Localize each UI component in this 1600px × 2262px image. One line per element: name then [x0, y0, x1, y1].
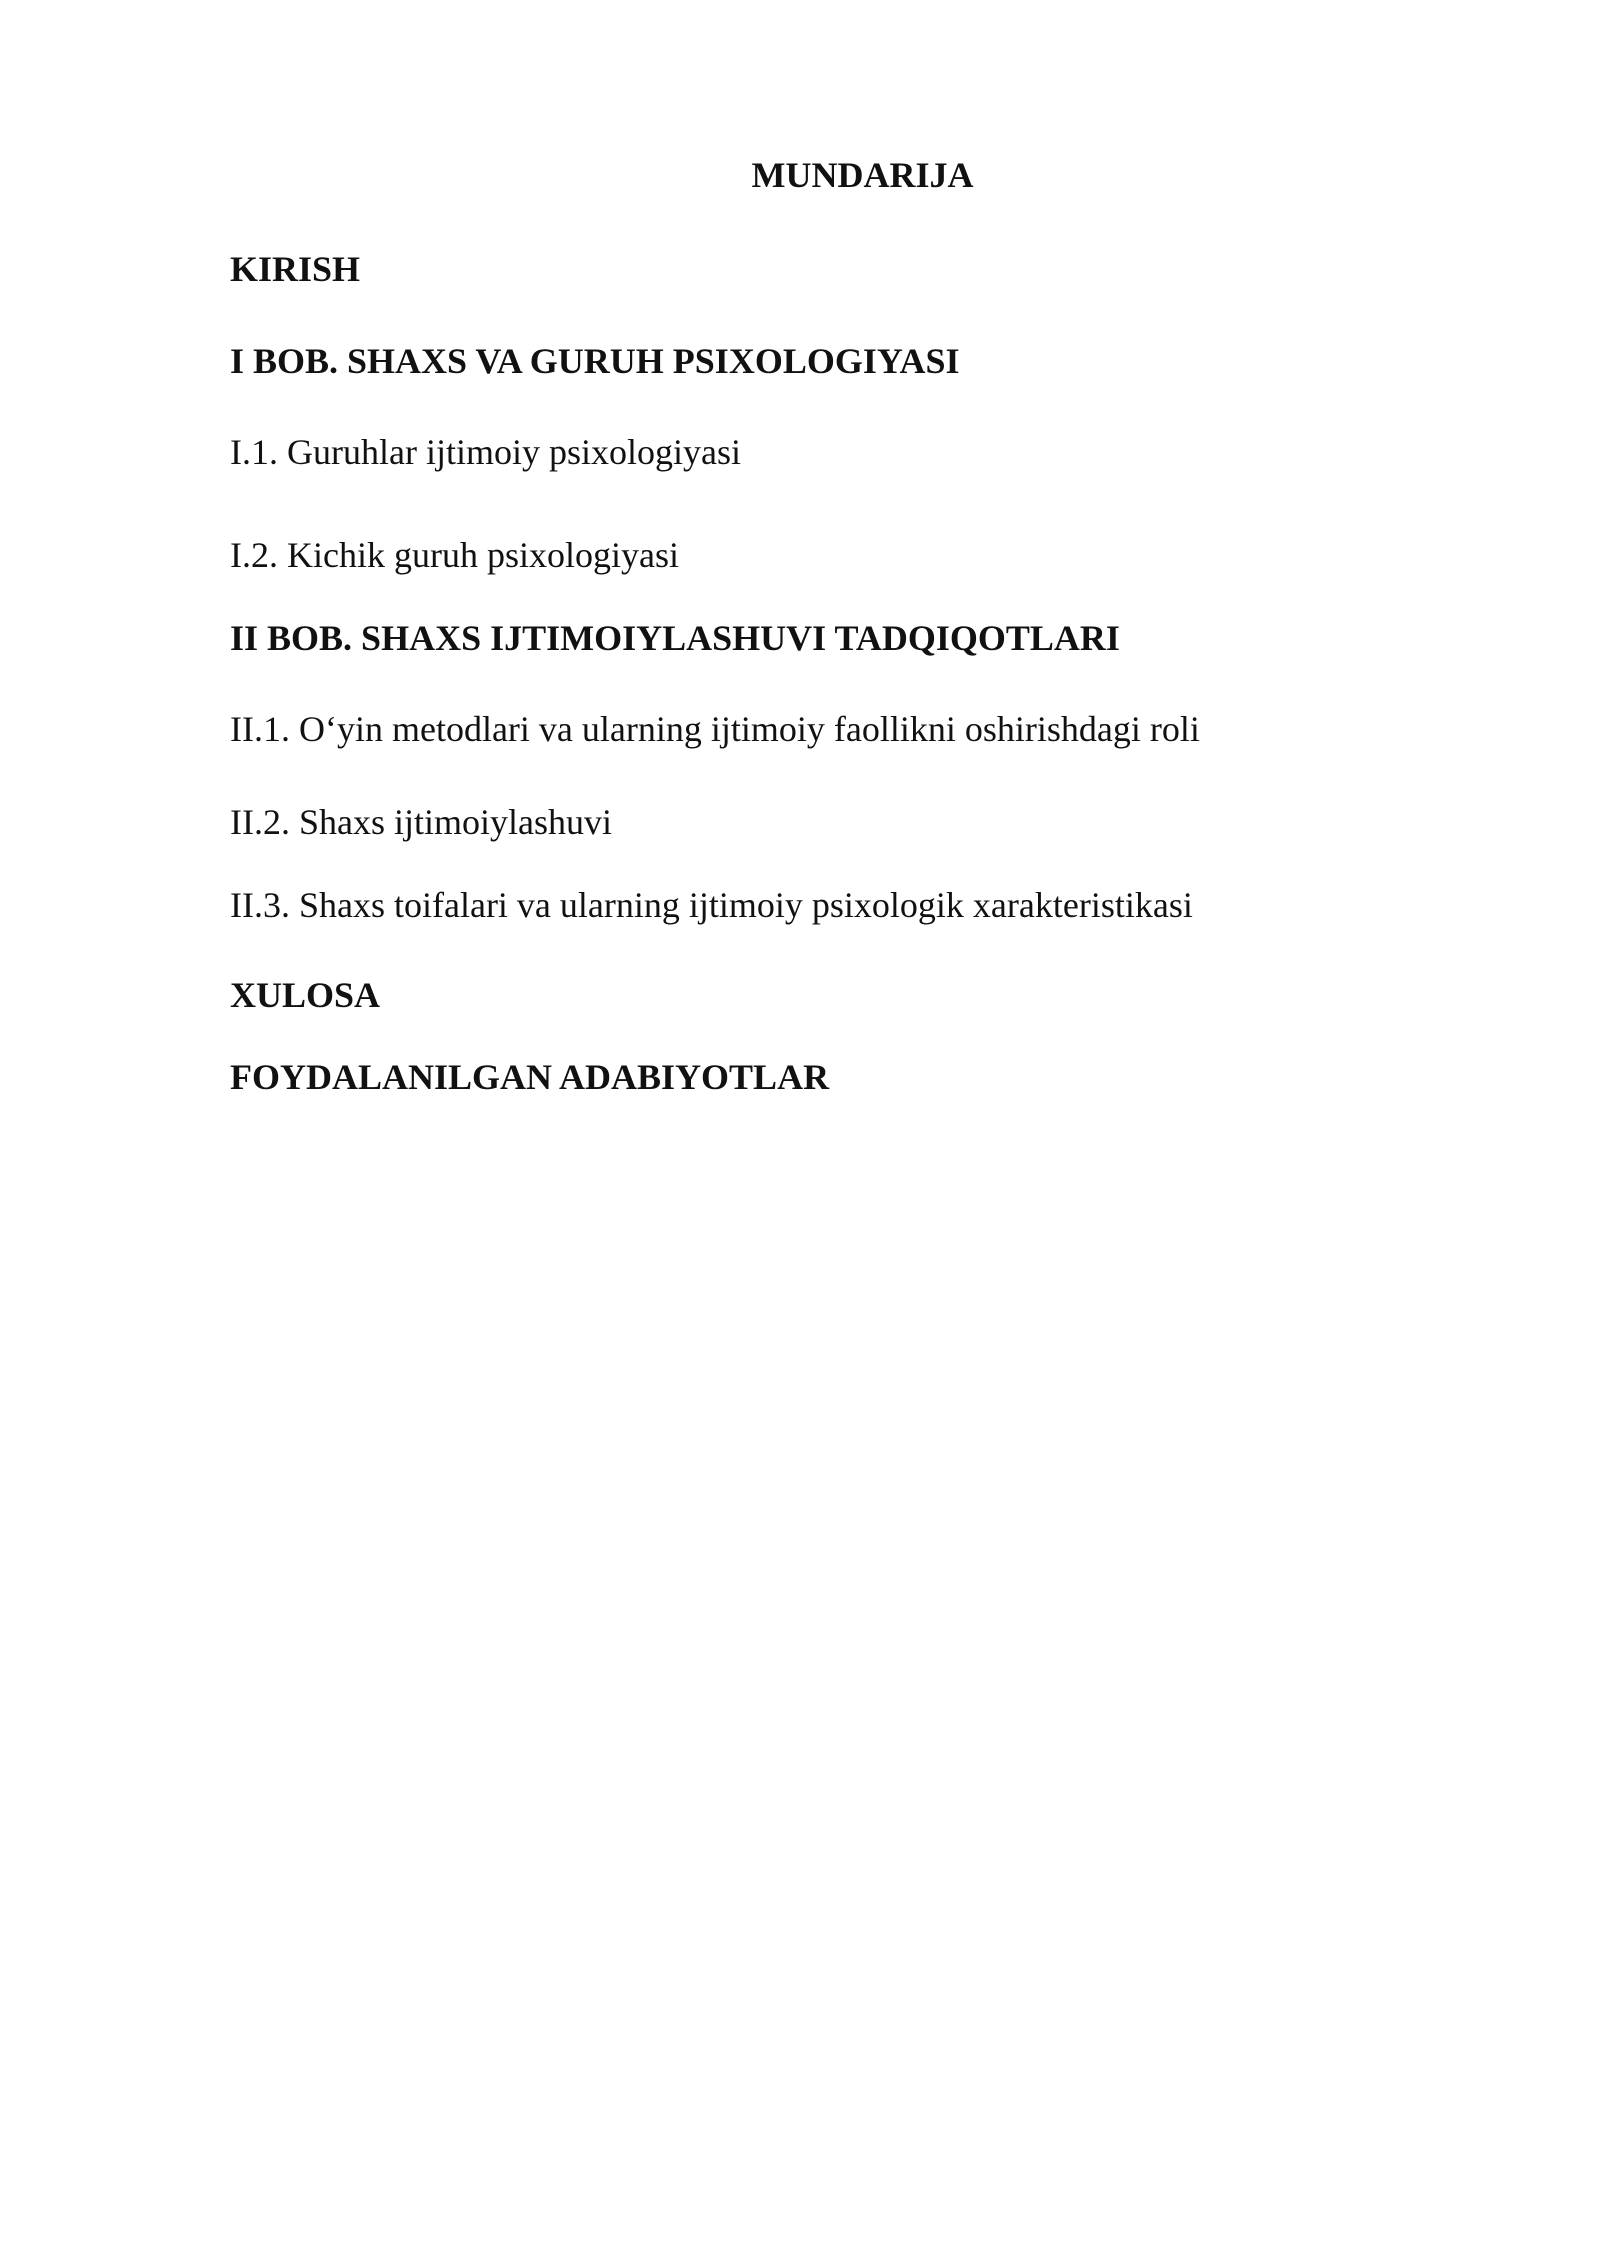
- toc-entry-conclusion: XULOSA: [230, 975, 381, 1015]
- toc-entry-references: FOYDALANILGAN ADABIYOTLAR: [230, 1057, 830, 1097]
- toc-section-1-2: I.2. Kichik guruh psixologiyasi: [230, 535, 679, 575]
- toc-section-2-2: II.2. Shaxs ijtimoiylashuvi: [230, 802, 612, 842]
- toc-chapter-1: I BOB. SHAXS VA GURUH PSIXOLOGIYASI: [230, 341, 960, 381]
- toc-chapter-2: II BOB. SHAXS IJTIMOIYLASHUVI TADQIQOTLARI: [230, 618, 1120, 658]
- page-title: MUNDARIJA: [751, 155, 974, 195]
- toc-section-1-1: I.1. Guruhlar ijtimoiy psixologiyasi: [230, 432, 741, 472]
- toc-entry-introduction: KIRISH: [230, 249, 361, 289]
- toc-section-2-1: II.1. O‘yin metodlari va ularning ijtimoiy faollikni oshirishdagi roli: [230, 709, 1200, 749]
- toc-section-2-3: II.3. Shaxs toifalari va ularning ijtimoiy psixologik xarakteristikasi: [230, 885, 1193, 925]
